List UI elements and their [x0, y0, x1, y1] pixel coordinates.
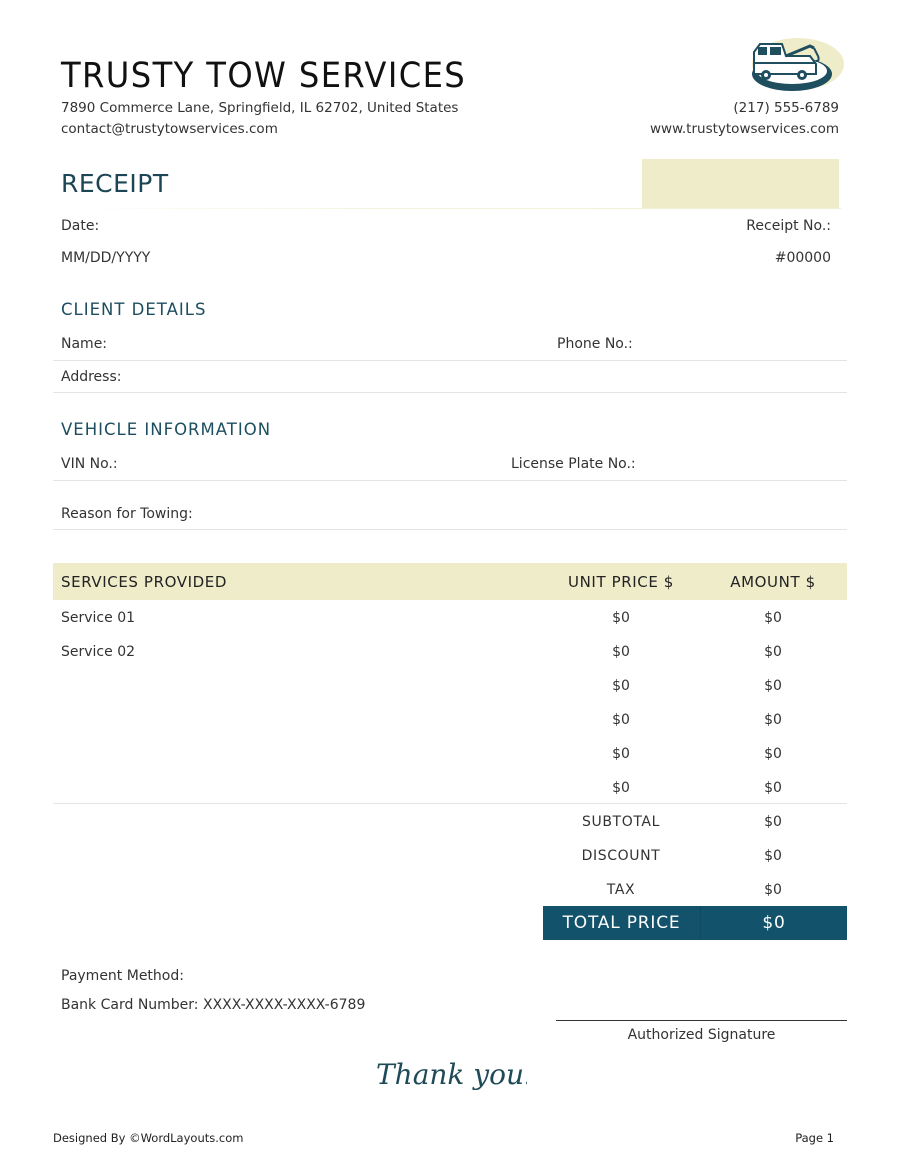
- authorized-signature-label: Authorized Signature: [627, 1027, 776, 1043]
- footer-credit: Designed By ©WordLayouts.com: [53, 1131, 244, 1145]
- service-amount[interactable]: $0: [764, 644, 782, 660]
- date-value[interactable]: MM/DD/YYYY: [61, 250, 151, 266]
- discount-value[interactable]: $0: [764, 848, 782, 864]
- header-services-provided: SERVICES PROVIDED: [61, 573, 228, 591]
- receipt-accent-box: [642, 159, 839, 209]
- bank-card-number: Bank Card Number: XXXX-XXXX-XXXX-6789: [61, 997, 366, 1013]
- service-unit-price[interactable]: $0: [612, 678, 630, 694]
- divider: [53, 480, 847, 481]
- vehicle-information-title: VEHICLE INFORMATION: [61, 420, 272, 439]
- thank-you-text: Thank you!: [376, 1058, 527, 1091]
- client-name-label: Name:: [61, 336, 108, 352]
- header-amount: AMOUNT $: [730, 573, 816, 591]
- service-unit-price[interactable]: $0: [612, 780, 630, 796]
- service-amount[interactable]: $0: [764, 780, 782, 796]
- tax-value[interactable]: $0: [764, 882, 782, 898]
- client-address-label: Address:: [61, 369, 122, 385]
- tax-label: TAX: [606, 882, 636, 898]
- receipt-divider: [61, 208, 841, 209]
- company-email: contact@trustytowservices.com: [61, 121, 278, 137]
- vin-label: VIN No.:: [61, 456, 118, 472]
- receipt-title: RECEIPT: [61, 169, 169, 198]
- subtotal-label: SUBTOTAL: [582, 814, 660, 830]
- service-unit-price[interactable]: $0: [612, 610, 630, 626]
- receipt-number-label: Receipt No.:: [746, 218, 831, 234]
- company-phone: (217) 555-6789: [733, 100, 839, 116]
- service-name[interactable]: Service 01: [61, 610, 136, 626]
- service-name[interactable]: Service 02: [61, 644, 136, 660]
- service-unit-price[interactable]: $0: [612, 746, 630, 762]
- reason-for-towing-label: Reason for Towing:: [61, 506, 193, 522]
- client-details-title: CLIENT DETAILS: [61, 300, 207, 319]
- divider: [53, 803, 847, 804]
- total-price-label: TOTAL PRICE: [562, 913, 681, 933]
- total-price-value: $0: [762, 913, 786, 933]
- page-number: Page 1: [795, 1131, 834, 1145]
- service-unit-price[interactable]: $0: [612, 644, 630, 660]
- company-name: TRUSTY TOW SERVICES: [61, 56, 467, 96]
- service-amount[interactable]: $0: [764, 712, 782, 728]
- receipt-number-value[interactable]: #00000: [774, 250, 831, 266]
- service-amount[interactable]: $0: [764, 610, 782, 626]
- company-address: 7890 Commerce Lane, Springfield, IL 62702, United States: [61, 100, 459, 116]
- company-website: www.trustytowservices.com: [650, 121, 839, 137]
- discount-label: DISCOUNT: [581, 848, 661, 864]
- subtotal-value: $0: [764, 814, 782, 830]
- divider: [53, 529, 847, 530]
- service-unit-price[interactable]: $0: [612, 712, 630, 728]
- tow-truck-icon: [740, 34, 844, 96]
- client-phone-label: Phone No.:: [557, 336, 633, 352]
- license-plate-label: License Plate No.:: [511, 456, 636, 472]
- date-label: Date:: [61, 218, 100, 234]
- service-amount[interactable]: $0: [764, 746, 782, 762]
- divider: [53, 392, 847, 393]
- payment-method-label: Payment Method:: [61, 968, 184, 984]
- divider: [53, 360, 847, 361]
- service-amount[interactable]: $0: [764, 678, 782, 694]
- header-unit-price: UNIT PRICE $: [568, 573, 674, 591]
- signature-line[interactable]: [556, 1020, 847, 1021]
- thank-you-script: [372, 1050, 527, 1104]
